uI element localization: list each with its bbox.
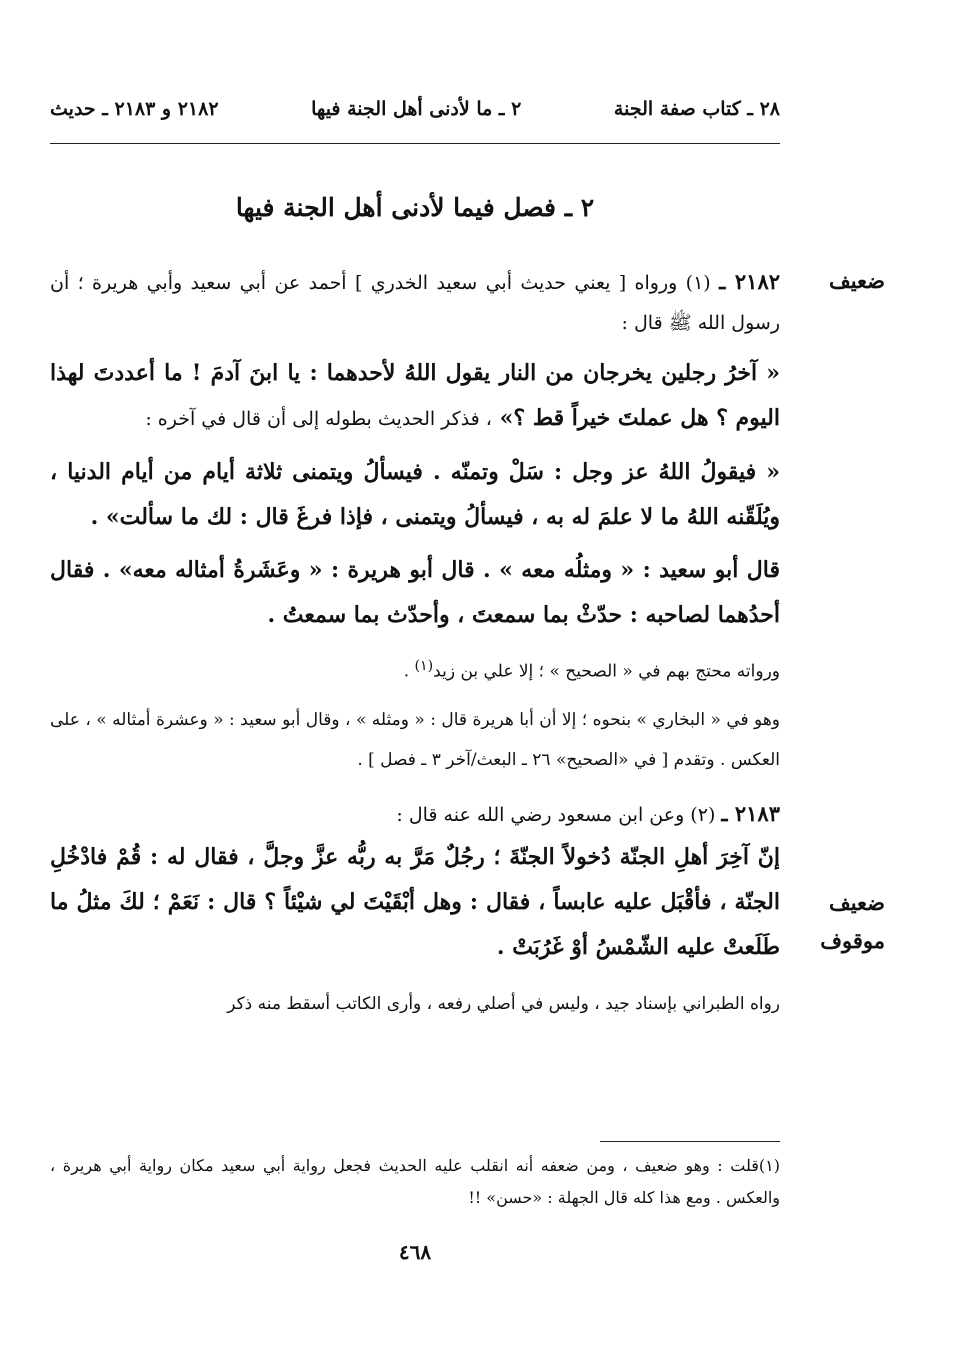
footnote: (١)قلت : وهو ضعيف ، ومن ضعفه أنه انقلب عليه الحديث فجعل رواية أبي سعيد مكان رواية أبي هريرة ، والعكس . ومع هذا كله قال الجهلة : «حسن» !! xyxy=(50,1156,781,1207)
footnote-rule xyxy=(600,1141,780,1142)
grade-label-2182: ضعيف xyxy=(828,268,885,293)
hadith-2182-narrators-note: ورواته محتج بهم في « الصحيح » ؛ إلا علي بن زيد$^{(١)}$ . xyxy=(403,658,780,682)
hadith-2182-intro: ٢١٨٢ ـ (١) ورواه [ يعني حديث أبي سعيد الخدري ] أحمد عن أبي سعيد وأبي هريرة ؛ أن رسول الله ﷺ قال : xyxy=(50,269,781,334)
hadith-number-2182: ٢١٨٢ ـ xyxy=(719,269,781,294)
hadith-2183-source: رواه الطبراني بإسناد جيد ، وليس في أصلي رفعه ، وأرى الكاتب أسقط منه ذكر xyxy=(227,993,780,1014)
grade-label-2183 xyxy=(805,884,885,960)
grade-2183-line1: ضعيف xyxy=(828,890,885,915)
header-hadith-range: ٢١٨٢ و ٢١٨٣ ـ حديث xyxy=(50,98,219,120)
footnote-ref: (١) xyxy=(414,658,434,674)
hadith-number-2183: ٢١٨٣ ـ xyxy=(721,800,780,826)
grade-2183-line2: موقوف xyxy=(820,928,885,953)
header-chapter: ٢٨ ـ كتاب صفة الجنة xyxy=(613,98,780,120)
hadith-2183-quote: إنّ آخِرَ أهلِ الجنّة دُخولاً الجنّةَ ؛ رجُلٌ مَرَّ به ربُّه عزَّ وجلَّ ، فقال له : قُمْ فادْخُلِ الجنّة ، فأقْبَل عليه عابساً ، فقال : وهل أبْقَيْتَ لي شيْئاً ؟ قال : نَعَمْ ؛ لكَ مثلُ ما طَلَعتْ عليه الشّمْسُ أوْ غَرُبَتْ . xyxy=(50,843,780,960)
hadith-2183-intro: ٢١٨٣ ـ (٢) وعن ابن مسعود رضي الله عنه قال : xyxy=(396,800,780,826)
hadith-2182-quote-2: « فيقولُ اللهُ عز وجل : سَلْ وتمنّه . فيسألُ ويتمنى ثلاثة أيام من أيام الدنيا ، ويُلَقّنه اللهُ ما لا علمَ له به ، فيسألُ ويتمنى ، فإذا فرغَ قال : لك ما سألت» . xyxy=(50,459,780,530)
page-number: ٤٦٨ xyxy=(398,1240,432,1264)
hadith-2182-quote-3: قال أبو سعيد : « ومثلُه معه » . قال أبو هريرة : « وعَشَرةُ أمثاله معه» . فقال أحدُهما لصاحبه : حدّثْ بما سمعتَ ، وأحدّث بما سمعتُ . xyxy=(50,557,780,628)
section-title: ٢ ـ فصل فيما لأدنى أهل الجنة فيها xyxy=(235,193,595,222)
hadith-2182-bukhari-note: وهو في « البخاري » بنحوه ؛ إلا أن أبا هريرة قال : « ومثله » ، وقال أبو سعيد : « وعشرة أمثاله » ، على العكس . وتقدم [ في «الصحيح» ٢٦ ـ البعث/آخر ٣ ـ فصل ] . xyxy=(50,709,780,770)
header-rule xyxy=(50,143,780,144)
running-header xyxy=(50,92,780,126)
header-section: ٢ ـ ما لأدنى أهل الجنة فيها xyxy=(311,98,522,120)
hadith-2182-quote-1: « آخرُ رجلين يخرجان من النار يقول اللهُ لأحدهما : يا ابنَ آدمَ ! ما أعددتَ لهذا اليوم ؟ هل عملتَ خيراً قط ؟» ، فذكر الحديث بطوله إلى أن قال في آخره : xyxy=(50,360,780,431)
page-body xyxy=(50,262,780,1024)
